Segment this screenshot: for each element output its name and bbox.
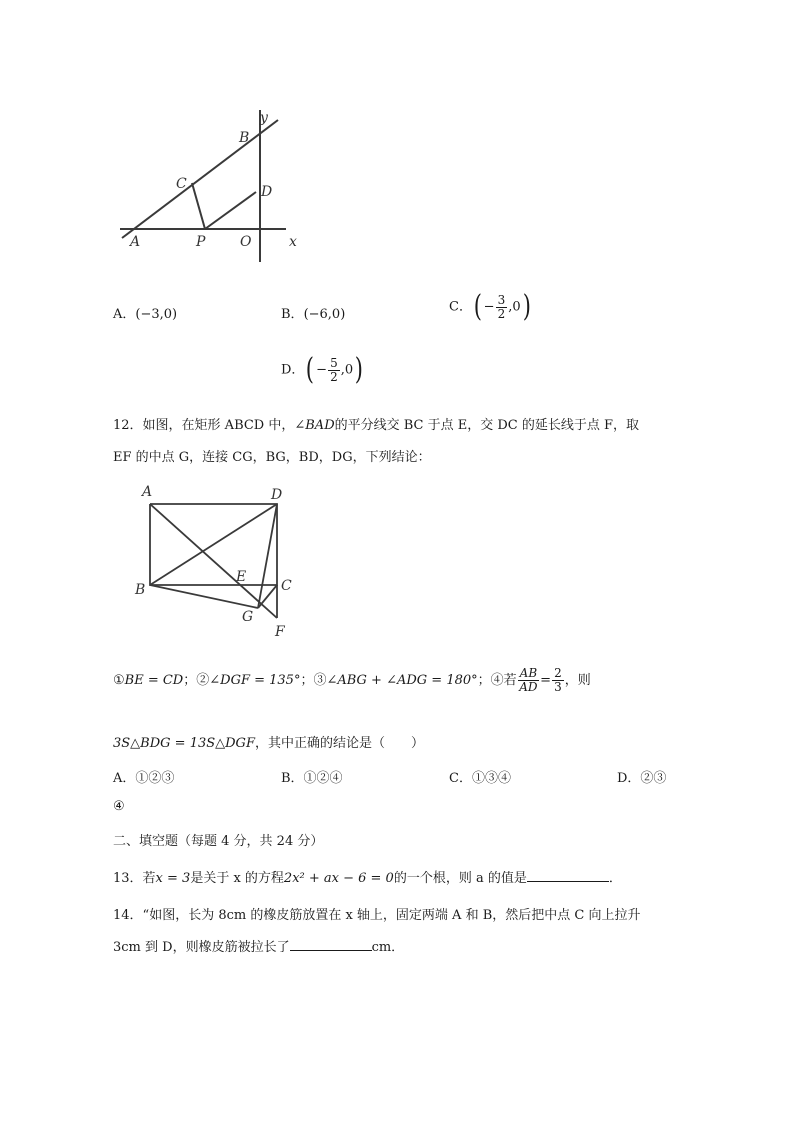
label-o: O bbox=[240, 234, 252, 250]
label-g: G bbox=[242, 609, 254, 625]
q12-option-a[interactable]: A．①②③ bbox=[113, 771, 175, 786]
q12-option-d[interactable]: D．②③ bbox=[617, 771, 667, 786]
q14-line2: 3cm 到 D，则橡皮筋被拉长了 cm． bbox=[113, 940, 405, 955]
q14-line1: 14．“如图，长为 8cm 的橡皮筋放置在 x 轴上，固定两端 A 和 B，然后把中点 C 向上拉升 bbox=[113, 908, 641, 923]
q12-option-d-continued: ④ bbox=[113, 799, 125, 814]
segment-dg bbox=[258, 504, 277, 608]
label-b: B bbox=[239, 130, 250, 146]
section-2-heading: 二、填空题（每题 4 分，共 24 分） bbox=[113, 834, 324, 849]
option-c[interactable]: C．( − $\frac{3}{2}$ ,0) bbox=[449, 289, 531, 324]
q14-answer-blank[interactable] bbox=[290, 938, 372, 951]
option-d[interactable]: D．( − $\frac{5}{2}$ ,0) bbox=[281, 352, 364, 387]
q12-line4: 3S△BDG = 13S△DGF，其中正确的结论是（ ） bbox=[113, 736, 424, 751]
label-a: A bbox=[142, 484, 153, 500]
label-c: C bbox=[281, 578, 292, 594]
segment-cp bbox=[192, 183, 205, 229]
option-a[interactable] bbox=[113, 303, 177, 322]
option-a-value: (−3,0) bbox=[135, 307, 178, 322]
option-c-label: C． bbox=[449, 299, 472, 315]
line-af bbox=[150, 504, 277, 618]
option-c-fraction: $\frac{3}{2}$ bbox=[497, 292, 506, 321]
option-d-fraction: $\frac{5}{2}$ bbox=[330, 355, 338, 384]
q12-line2: EF 的中点 G，连接 CG，BG，BD，DG，下列结论： bbox=[113, 450, 431, 465]
option-d-label: D． bbox=[281, 362, 305, 378]
option-b-value: (−6,0) bbox=[303, 307, 346, 322]
label-d: D bbox=[261, 184, 273, 200]
label-a: A bbox=[130, 234, 141, 250]
q12-line1: 12．如图，在矩形 ABCD 中，∠BAD的平分线交 BC 于点 E，交 DC 的延长线于点 F，取 bbox=[113, 418, 640, 433]
diagonal-bd bbox=[150, 504, 277, 585]
label-f: F bbox=[275, 624, 285, 640]
segment-pd bbox=[205, 192, 256, 229]
label-e: E bbox=[236, 569, 247, 585]
rectangle-figure bbox=[130, 480, 305, 645]
label-y: y bbox=[260, 110, 268, 126]
label-p: P bbox=[196, 234, 206, 250]
two-thirds-fraction: $\frac{2}{3}$ bbox=[554, 666, 562, 694]
q12-conclusions: ①BE = CD；②∠DGF = 135°；③∠ABG + ∠ADG = 180°；④若 $\frac{AB}{AD}$ = $\frac{2}{3}$ ，则 bbox=[113, 666, 591, 694]
q12-option-c[interactable]: C．①③④ bbox=[449, 771, 511, 786]
label-d: D bbox=[271, 487, 283, 503]
segment-bg bbox=[150, 585, 258, 608]
label-x: x bbox=[289, 234, 297, 250]
option-a-label: A． bbox=[113, 307, 136, 322]
q12-option-b[interactable]: B．①②④ bbox=[281, 771, 343, 786]
label-b: B bbox=[135, 582, 146, 598]
line-ab bbox=[122, 120, 278, 238]
ab-over-ad-fraction: $\frac{AB}{AD}$ bbox=[519, 666, 538, 694]
coordinate-figure bbox=[110, 108, 300, 268]
option-b[interactable] bbox=[281, 303, 345, 322]
option-b-label: B． bbox=[281, 307, 304, 322]
q13: 13．若x = 3是关于 x 的方程2x² + ax − 6 = 0的一个根，则 a 的值是 ． bbox=[113, 871, 622, 886]
label-c: C bbox=[176, 176, 187, 192]
q13-answer-blank[interactable] bbox=[527, 869, 609, 882]
